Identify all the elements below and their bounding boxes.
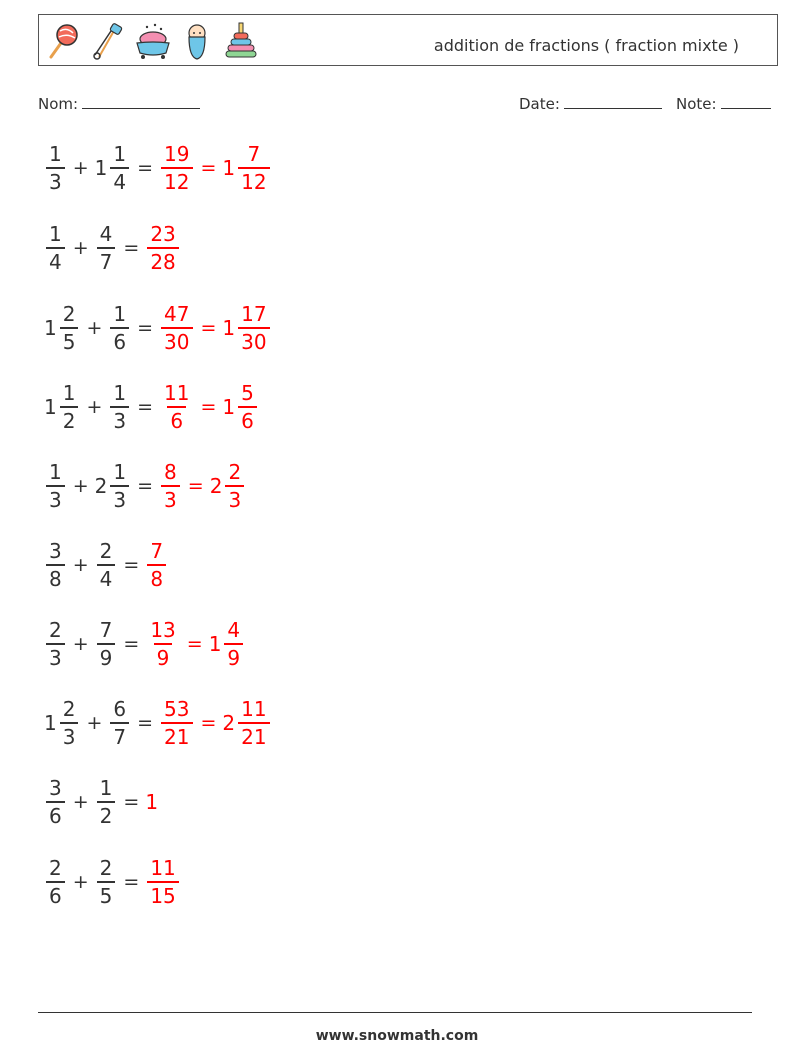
answer <box>159 462 246 510</box>
problem-expression <box>44 375 544 439</box>
answer-mixed-fraction <box>238 699 269 747</box>
addend-2-numerator: 7 <box>99 618 113 642</box>
answer-mixed-denominator: 30 <box>238 327 269 352</box>
addend-2-term <box>95 541 118 589</box>
addend-1-whole: 1 <box>44 711 57 735</box>
answer-fraction <box>147 620 178 668</box>
answer-mixed-denominator: 6 <box>238 406 257 431</box>
answer-mixed-whole: 2 <box>222 711 236 735</box>
addend-1-denominator: 2 <box>60 406 79 431</box>
footer-site: www.snowmath.com <box>315 1028 479 1044</box>
equals-sign: = <box>123 237 140 259</box>
answer-mixed-fraction <box>238 144 269 192</box>
equals-sign: = <box>137 475 154 497</box>
answer-numerator: 19 <box>164 142 190 166</box>
answer-fraction <box>161 144 192 192</box>
answer-denominator: 12 <box>161 167 192 192</box>
answer-mixed-fraction <box>238 304 269 352</box>
answer-mixed-denominator: 12 <box>238 167 269 192</box>
addend-2-denominator: 6 <box>110 327 129 352</box>
answer-numerator: 7 <box>150 539 164 563</box>
answer-numerator: 47 <box>164 302 190 326</box>
answer-mixed-term <box>222 304 271 352</box>
addend-2-numerator: 1 <box>99 776 113 800</box>
problem-expression <box>44 612 544 676</box>
safety-pin-icon <box>89 21 129 61</box>
answer-denominator: 6 <box>167 406 186 431</box>
problem-row <box>44 136 544 200</box>
problem-row <box>44 850 544 914</box>
addend-1-fraction <box>46 144 65 192</box>
plus-sign: + <box>72 871 89 893</box>
addend-2-fraction <box>97 224 116 272</box>
answer-mixed-whole: 1 <box>222 395 236 419</box>
addend-2-numerator: 1 <box>113 142 127 166</box>
problem-row <box>44 533 544 597</box>
addend-2-denominator: 3 <box>110 485 129 510</box>
baby-bath-icon <box>133 21 173 61</box>
addend-1-numerator: 1 <box>49 222 62 246</box>
answer-denominator: 9 <box>154 643 173 668</box>
date-field[interactable] <box>519 94 662 113</box>
addend-2-fraction <box>110 699 129 747</box>
addend-1-numerator: 3 <box>49 539 62 563</box>
plus-sign: + <box>86 712 103 734</box>
addend-2-whole: 2 <box>94 474 108 498</box>
answer-fraction <box>147 858 178 906</box>
answer-denominator: 30 <box>161 327 192 352</box>
answer-numerator: 53 <box>164 697 190 721</box>
addend-1-term <box>44 699 80 747</box>
name-blank-line[interactable] <box>82 94 200 109</box>
equals-sign: = <box>137 317 154 339</box>
addend-1-fraction <box>46 858 65 906</box>
addend-2-denominator: 7 <box>110 722 129 747</box>
answer-whole: 1 <box>145 790 159 814</box>
addend-1-denominator: 3 <box>60 722 79 747</box>
plus-sign: + <box>72 633 89 655</box>
plus-sign: + <box>72 157 89 179</box>
addend-1-fraction <box>46 224 65 272</box>
addend-2-denominator: 9 <box>97 643 116 668</box>
addend-2-fraction <box>110 304 129 352</box>
addend-1-whole: 1 <box>44 316 57 340</box>
addend-1-denominator: 4 <box>46 247 65 272</box>
addend-2-denominator: 7 <box>97 247 116 272</box>
equals-sign: = <box>123 633 140 655</box>
addend-2-term <box>108 304 131 352</box>
addend-1-fraction <box>60 699 79 747</box>
answer-equals-sign: = <box>200 157 217 179</box>
problem-expression <box>44 216 544 280</box>
problem-row <box>44 454 544 518</box>
answer-mixed-denominator: 21 <box>238 722 269 747</box>
answer-mixed-whole: 1 <box>222 316 236 340</box>
swaddled-baby-icon <box>177 21 217 61</box>
addend-1-term <box>44 304 80 352</box>
addend-1-numerator: 3 <box>49 776 62 800</box>
addend-2-fraction <box>97 541 116 589</box>
addend-1-numerator: 1 <box>49 142 62 166</box>
plus-sign: + <box>72 475 89 497</box>
worksheet-title: addition de fractions ( fraction mixte ) <box>433 36 739 55</box>
note-blank-line[interactable] <box>721 94 771 109</box>
answer-mixed-numerator: 4 <box>227 618 241 642</box>
addend-2-numerator: 4 <box>99 222 113 246</box>
note-field[interactable] <box>676 94 771 113</box>
problem-expression <box>44 296 544 360</box>
addend-2-term <box>95 858 118 906</box>
addend-1-numerator: 1 <box>49 460 62 484</box>
addend-1-fraction <box>60 304 79 352</box>
answer-equals-sign: = <box>187 475 204 497</box>
addend-1-denominator: 3 <box>46 485 65 510</box>
addend-1-term <box>44 778 67 826</box>
problem-row <box>44 612 544 676</box>
addend-2-fraction <box>110 144 129 192</box>
addend-1-numerator: 1 <box>62 381 76 405</box>
answer-fraction <box>161 699 192 747</box>
name-label: Nom: <box>38 95 79 113</box>
addend-2-numerator: 6 <box>113 697 127 721</box>
answer <box>145 858 180 906</box>
addend-2-numerator: 1 <box>113 460 127 484</box>
answer-mixed-term <box>222 383 258 431</box>
addend-2-term <box>95 778 118 826</box>
problem-row <box>44 770 544 834</box>
answer-mixed-numerator: 17 <box>241 302 267 326</box>
answer-equals-sign: = <box>200 317 217 339</box>
answer-fraction <box>161 304 192 352</box>
answer-denominator: 3 <box>161 485 180 510</box>
answer-mixed-whole: 1 <box>208 632 222 656</box>
addend-1-denominator: 3 <box>46 167 65 192</box>
answer-denominator: 21 <box>161 722 192 747</box>
addend-1-denominator: 5 <box>60 327 79 352</box>
addend-1-term <box>44 620 67 668</box>
problem-expression <box>44 770 544 834</box>
answer-mixed-whole: 1 <box>222 156 236 180</box>
answer-fraction <box>147 224 178 272</box>
answer <box>159 383 259 431</box>
addend-1-term <box>44 858 67 906</box>
answer-mixed-denominator: 9 <box>224 643 243 668</box>
equals-sign: = <box>137 712 154 734</box>
problem-expression <box>44 136 544 200</box>
answer-fraction <box>161 462 180 510</box>
problem-expression <box>44 533 544 597</box>
date-blank-line[interactable] <box>564 94 662 109</box>
answer <box>145 790 159 814</box>
addend-2-term <box>108 383 131 431</box>
addend-1-denominator: 6 <box>46 881 65 906</box>
answer-numerator: 13 <box>150 618 176 642</box>
addend-2-denominator: 2 <box>97 801 116 826</box>
addend-2-fraction <box>110 383 129 431</box>
addend-2-numerator: 1 <box>113 302 127 326</box>
addend-2-fraction <box>97 778 116 826</box>
answer <box>145 224 180 272</box>
addend-1-numerator: 2 <box>62 302 76 326</box>
equals-sign: = <box>123 871 140 893</box>
answer-fraction <box>147 541 166 589</box>
answer-equals-sign: = <box>200 396 217 418</box>
addend-1-fraction <box>60 383 79 431</box>
addend-1-numerator: 2 <box>62 697 76 721</box>
note-label: Note: <box>676 95 717 113</box>
answer-equals-sign: = <box>186 633 203 655</box>
addend-1-denominator: 8 <box>46 564 65 589</box>
addend-2-denominator: 4 <box>97 564 116 589</box>
answer-denominator: 8 <box>147 564 166 589</box>
addend-1-fraction <box>46 462 65 510</box>
addend-1-denominator: 3 <box>46 643 65 668</box>
addend-2-numerator: 2 <box>99 856 113 880</box>
plus-sign: + <box>72 791 89 813</box>
addend-2-fraction <box>97 620 116 668</box>
addend-2-fraction <box>97 858 116 906</box>
addend-1-denominator: 6 <box>46 801 65 826</box>
equals-sign: = <box>123 791 140 813</box>
addend-1-numerator: 2 <box>49 856 62 880</box>
answer <box>159 699 272 747</box>
answer-mixed-fraction <box>224 620 243 668</box>
answer-numerator: 11 <box>164 381 190 405</box>
addend-1-fraction <box>46 541 65 589</box>
addend-2-term <box>95 144 131 192</box>
addend-2-numerator: 2 <box>99 539 113 563</box>
answer-mixed-fraction <box>238 383 257 431</box>
problem-expression <box>44 850 544 914</box>
addend-2-fraction <box>110 462 129 510</box>
plus-sign: + <box>86 396 103 418</box>
answer <box>145 541 168 589</box>
answer-fraction <box>161 383 192 431</box>
answer-mixed-term <box>222 144 271 192</box>
plus-sign: + <box>72 237 89 259</box>
answer-mixed-numerator: 11 <box>241 697 267 721</box>
problem-row <box>44 691 544 755</box>
problem-row <box>44 375 544 439</box>
addend-2-numerator: 1 <box>113 381 127 405</box>
addend-2-term <box>95 462 131 510</box>
footer-divider <box>38 1012 752 1013</box>
addend-1-numerator: 2 <box>49 618 62 642</box>
plus-sign: + <box>86 317 103 339</box>
addend-1-term <box>44 224 67 272</box>
problem-row <box>44 216 544 280</box>
addend-1-term <box>44 462 67 510</box>
answer-mixed-term <box>222 699 271 747</box>
answer-numerator: 8 <box>164 460 177 484</box>
answer-mixed-term <box>210 462 246 510</box>
answer-mixed-term <box>209 620 245 668</box>
answer-mixed-denominator: 3 <box>225 485 244 510</box>
addend-2-term <box>95 620 118 668</box>
equals-sign: = <box>137 396 154 418</box>
addend-2-denominator: 3 <box>110 406 129 431</box>
addend-1-term <box>44 144 67 192</box>
problem-expression <box>44 454 544 518</box>
answer-denominator: 28 <box>147 247 178 272</box>
name-field[interactable] <box>38 94 200 113</box>
addend-2-denominator: 4 <box>110 167 129 192</box>
addend-2-term <box>108 699 131 747</box>
date-label: Date: <box>519 95 560 113</box>
addend-1-fraction <box>46 778 65 826</box>
equals-sign: = <box>137 157 154 179</box>
answer-numerator: 11 <box>150 856 176 880</box>
addend-1-term <box>44 541 67 589</box>
lollipop-icon <box>45 21 85 61</box>
addend-1-whole: 1 <box>44 395 57 419</box>
answer-mixed-whole: 2 <box>209 474 223 498</box>
answer-mixed-numerator: 7 <box>247 142 261 166</box>
answer-mixed-numerator: 5 <box>241 381 254 405</box>
problem-row <box>44 296 544 360</box>
answer-mixed-fraction <box>225 462 244 510</box>
equals-sign: = <box>123 554 140 576</box>
addend-2-whole: 1 <box>94 156 108 180</box>
addend-1-fraction <box>46 620 65 668</box>
plus-sign: + <box>72 554 89 576</box>
addend-2-term <box>95 224 118 272</box>
answer-equals-sign: = <box>200 712 217 734</box>
answer <box>159 304 272 352</box>
problem-expression <box>44 691 544 755</box>
stacking-rings-toy-icon <box>221 21 261 61</box>
worksheet-header <box>38 14 778 66</box>
answer <box>159 144 272 192</box>
answer-denominator: 15 <box>147 881 178 906</box>
answer-numerator: 23 <box>150 222 176 246</box>
addend-1-term <box>44 383 80 431</box>
addend-2-denominator: 5 <box>97 881 116 906</box>
answer <box>145 620 245 668</box>
answer-mixed-numerator: 2 <box>228 460 242 484</box>
